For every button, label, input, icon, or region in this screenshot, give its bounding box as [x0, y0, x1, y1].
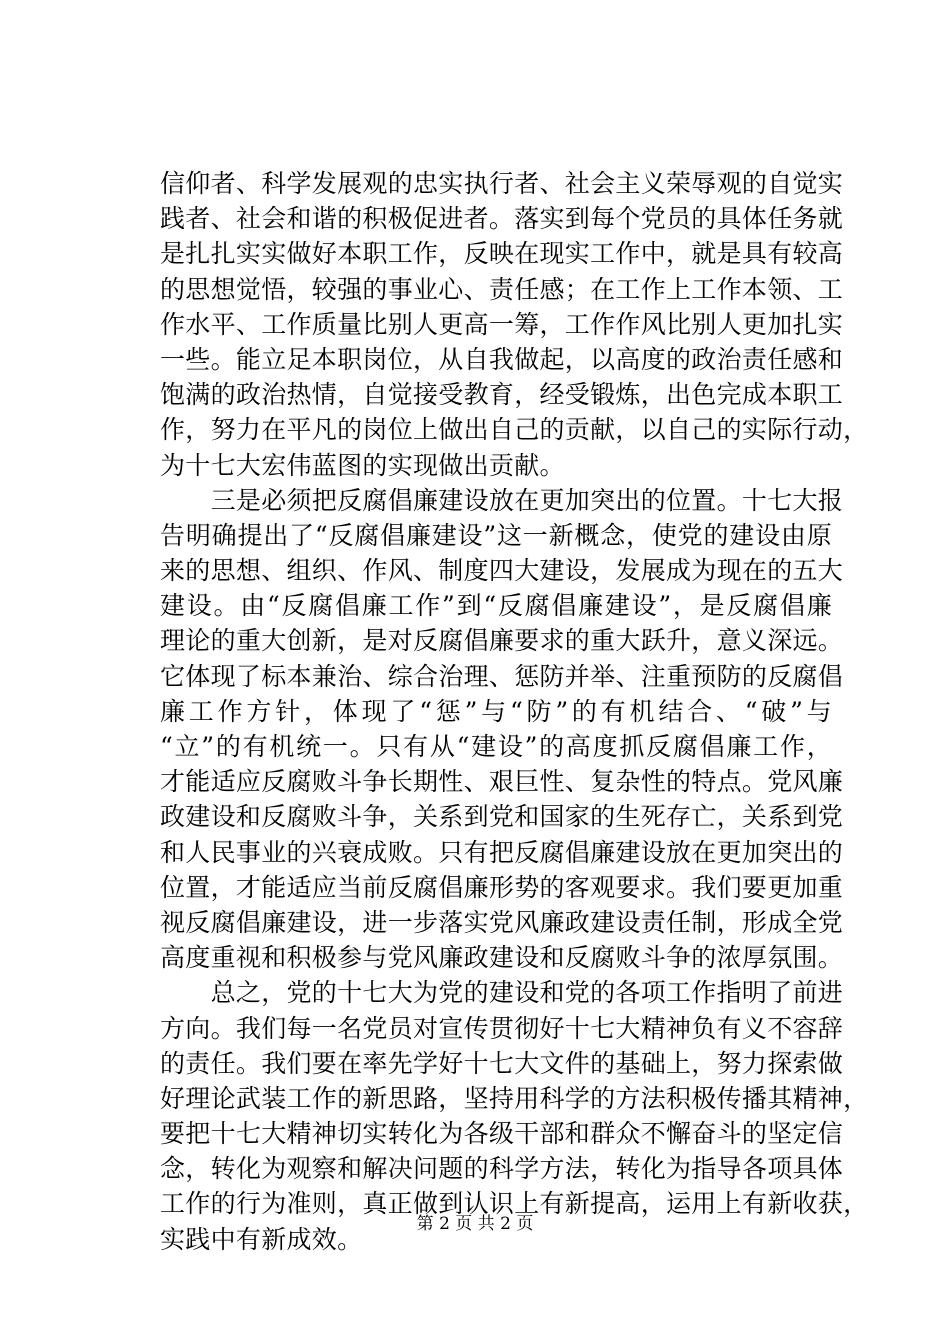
text-line: 信仰者、科学发展观的忠实执行者、社会主义荣辱观的自觉实 — [160, 169, 844, 198]
text-line: 建设。由“反腐倡廉工作”到“反腐倡廉建设”，是反腐倡廉 — [160, 591, 832, 621]
text-line: 作水平、工作质量比别人更高一筹，工作作风比别人更加扎实 — [160, 309, 844, 339]
text-line: 和人民事业的兴衰成败。只有把反腐倡廉建设放在更加突出的 — [160, 837, 844, 867]
text-line: 的思想觉悟，较强的事业心、责任感；在工作上工作本领、工 — [160, 274, 844, 304]
text-line: 的责任。我们要在率先学好十七大文件的基础上，努力探索做 — [160, 1048, 844, 1078]
text-line: 廉工作方针，体现了“惩”与“防”的有机结合、“破”与 — [160, 696, 832, 726]
text-line: “立”的有机统一。只有从“建设”的高度抓反腐倡廉工作， — [160, 732, 832, 761]
text-line: 为十七大宏伟蓝图的实现做出贡献。 — [160, 450, 565, 480]
text-line: 它体现了标本兼治、综合治理、惩防并举、注重预防的反腐倡 — [160, 661, 844, 691]
text-line: 作，努力在平凡的岗位上做出自己的贡献，以自己的实际行动， — [160, 415, 869, 445]
text-line: 一些。能立足本职岗位，从自我做起，以高度的政治责任感和 — [160, 344, 844, 374]
text-line: 饱满的政治热情，自觉接受教育，经受锻炼，出色完成本职工 — [160, 380, 844, 410]
text-line: 位置，才能适应当前反腐倡廉形势的客观要求。我们要更加重 — [160, 872, 844, 902]
text-line: 念，转化为观察和解决问题的科学方法，转化为指导各项具体 — [160, 1154, 844, 1184]
text-line: 是扎扎实实做好本职工作，反映在现实工作中，就是具有较高 — [160, 239, 844, 269]
text-line: 三是必须把反腐倡廉建设放在更加突出的位置。十七大报 — [160, 485, 844, 515]
text-line: 践者、社会和谐的积极促进者。落实到每个党员的具体任务就 — [160, 204, 844, 234]
text-line: 政建设和反腐败斗争，关系到党和国家的生死存亡，关系到党 — [160, 802, 844, 832]
text-line: 实践中有新成效。 — [160, 1224, 363, 1254]
text-line: 来的思想、组织、作风、制度四大建设，发展成为现在的五大 — [160, 556, 844, 586]
text-line: 总之，党的十七大为党的建设和党的各项工作指明了前进 — [160, 978, 844, 1008]
text-line: 要把十七大精神切实转化为各级干部和群众不懈奋斗的坚定信 — [160, 1119, 844, 1149]
text-line: 才能适应反腐败斗争长期性、艰巨性、复杂性的特点。党风廉 — [160, 767, 844, 797]
text-line: 高度重视和积极参与党风廉政建设和反腐败斗争的浓厚氛围。 — [160, 943, 844, 973]
text-line: 告明确提出了“反腐倡廉建设”这一新概念，使党的建设由原 — [160, 520, 832, 550]
text-line: 好理论武装工作的新思路，坚持用科学的方法积极传播其精神， — [160, 1083, 869, 1113]
body-text — [160, 166, 869, 1257]
text-line: 视反腐倡廉建设，进一步落实党风廉政建设责任制，形成全党 — [160, 907, 844, 937]
text-line: 工作的行为准则，真正做到认识上有新提高，运用上有新收获， — [160, 1189, 869, 1219]
text-line: 理论的重大创新，是对反腐倡廉要求的重大跃升，意义深远。 — [160, 626, 844, 656]
page-footer: 第 2 页 共 2 页 — [416, 1214, 534, 1234]
text-line: 方向。我们每一名党员对宣传贯彻好十七大精神负有义不容辞 — [160, 1013, 844, 1043]
